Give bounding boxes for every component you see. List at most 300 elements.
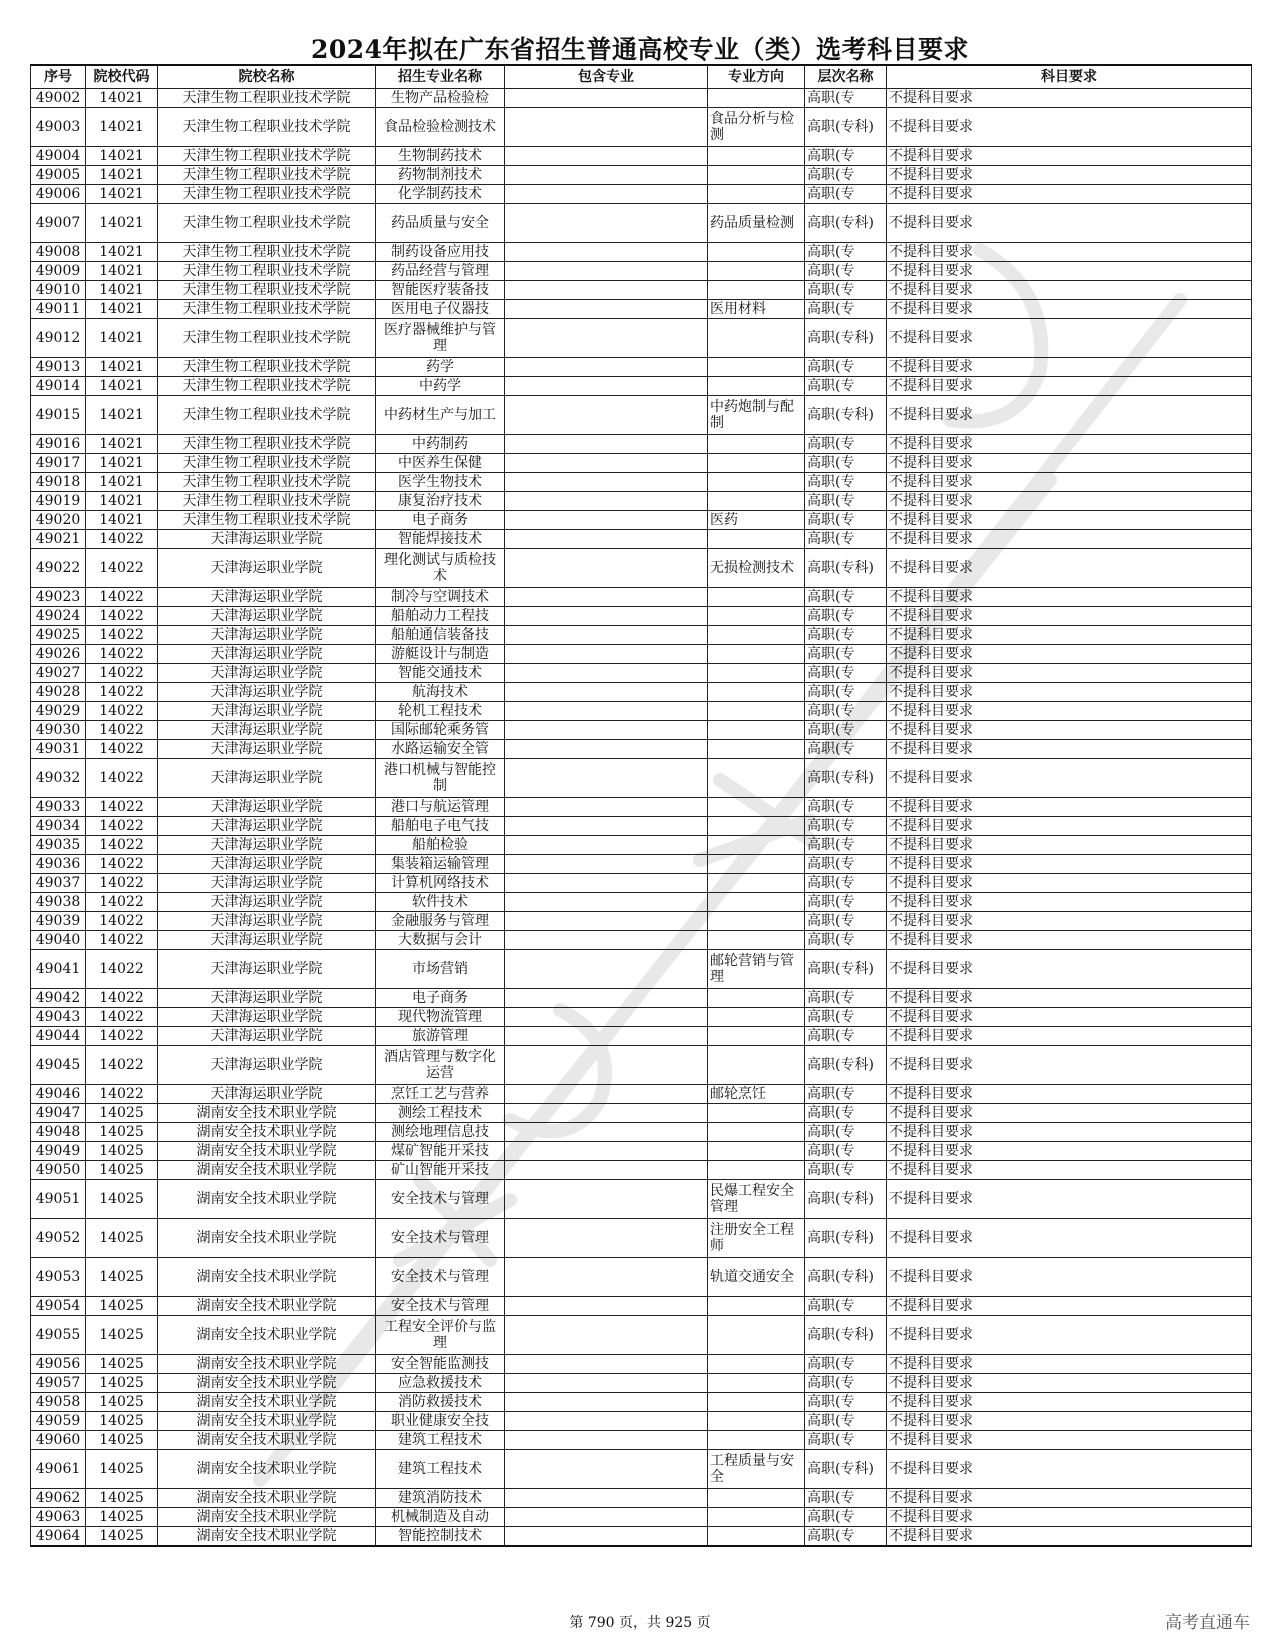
cell-included-majors	[505, 185, 708, 204]
cell-seq: 49009	[31, 262, 86, 281]
cell-subject-req: 不提科目要求	[887, 626, 1252, 645]
cell-major-direction	[708, 931, 805, 950]
cell-seq: 49041	[31, 950, 86, 989]
cell-school-code: 14025	[86, 1104, 158, 1123]
cell-major-direction	[708, 1123, 805, 1142]
table-row	[31, 626, 1252, 645]
cell-school-code: 14021	[86, 204, 158, 243]
col-header-subject-req: 科目要求	[887, 65, 1252, 89]
cell-seq: 49021	[31, 530, 86, 549]
cell-subject-req: 不提科目要求	[887, 588, 1252, 607]
cell-major-name: 计算机网络技术	[376, 874, 505, 893]
cell-major-direction	[708, 243, 805, 262]
cell-included-majors	[505, 683, 708, 702]
cell-subject-req: 不提科目要求	[887, 893, 1252, 912]
cell-major-direction	[708, 530, 805, 549]
cell-school-name: 湖南安全技术职业学院	[158, 1508, 376, 1527]
cell-subject-req: 不提科目要求	[887, 798, 1252, 817]
cell-level: 高职(专	[805, 588, 887, 607]
cell-school-name: 天津生物工程职业技术学院	[158, 147, 376, 166]
cell-level: 高职(专	[805, 243, 887, 262]
table-row	[31, 759, 1252, 798]
cell-school-code: 14021	[86, 454, 158, 473]
cell-included-majors	[505, 989, 708, 1008]
cell-subject-req: 不提科目要求	[887, 166, 1252, 185]
table-row	[31, 1508, 1252, 1527]
cell-level: 高职(专	[805, 1374, 887, 1393]
cell-major-direction	[708, 1527, 805, 1547]
cell-major-name: 工程安全评价与监理	[376, 1316, 505, 1355]
cell-subject-req: 不提科目要求	[887, 492, 1252, 511]
cell-seq: 49008	[31, 243, 86, 262]
cell-level: 高职(专	[805, 836, 887, 855]
cell-level: 高职(专	[805, 893, 887, 912]
cell-school-name: 天津生物工程职业技术学院	[158, 435, 376, 454]
cell-major-name: 中药制药	[376, 435, 505, 454]
cell-school-name: 天津海运职业学院	[158, 664, 376, 683]
cell-included-majors	[505, 1489, 708, 1508]
cell-major-name: 智能焊接技术	[376, 530, 505, 549]
cell-included-majors	[505, 1123, 708, 1142]
cell-school-code: 14022	[86, 759, 158, 798]
cell-included-majors	[505, 243, 708, 262]
cell-level: 高职(专科)	[805, 108, 887, 147]
cell-major-name: 智能控制技术	[376, 1527, 505, 1547]
cell-subject-req: 不提科目要求	[887, 1104, 1252, 1123]
cell-included-majors	[505, 912, 708, 931]
cell-school-code: 14025	[86, 1508, 158, 1527]
cell-major-direction	[708, 855, 805, 874]
cell-subject-req: 不提科目要求	[887, 454, 1252, 473]
cell-major-name: 大数据与会计	[376, 931, 505, 950]
cell-major-name: 药品质量与安全	[376, 204, 505, 243]
cell-subject-req: 不提科目要求	[887, 950, 1252, 989]
table-row	[31, 817, 1252, 836]
cell-school-code: 14021	[86, 377, 158, 396]
cell-subject-req: 不提科目要求	[887, 1219, 1252, 1258]
cell-major-name: 船舶通信装备技	[376, 626, 505, 645]
col-header-major-name: 招生专业名称	[376, 65, 505, 89]
cell-school-code: 14025	[86, 1180, 158, 1219]
cell-major-name: 港口与航运管理	[376, 798, 505, 817]
cell-school-code: 14025	[86, 1161, 158, 1180]
cell-school-name: 天津海运职业学院	[158, 950, 376, 989]
cell-included-majors	[505, 1374, 708, 1393]
cell-included-majors	[505, 1258, 708, 1297]
table-row	[31, 396, 1252, 435]
cell-school-code: 14021	[86, 166, 158, 185]
cell-subject-req: 不提科目要求	[887, 1142, 1252, 1161]
cell-major-name: 电子商务	[376, 511, 505, 530]
cell-major-name: 建筑工程技术	[376, 1450, 505, 1489]
table-row	[31, 549, 1252, 588]
cell-school-name: 湖南安全技术职业学院	[158, 1431, 376, 1450]
cell-school-code: 14022	[86, 1046, 158, 1085]
cell-level: 高职(专	[805, 511, 887, 530]
table-row	[31, 1412, 1252, 1431]
cell-school-code: 14021	[86, 435, 158, 454]
cell-school-name: 天津海运职业学院	[158, 855, 376, 874]
cell-school-name: 天津海运职业学院	[158, 1046, 376, 1085]
cell-major-name: 药学	[376, 358, 505, 377]
cell-major-direction	[708, 492, 805, 511]
cell-school-code: 14021	[86, 89, 158, 108]
cell-school-code: 14022	[86, 588, 158, 607]
page-title: 2024年拟在广东省招生普通高校专业（类）选考科目要求	[310, 35, 970, 64]
cell-school-name: 天津生物工程职业技术学院	[158, 185, 376, 204]
cell-major-direction	[708, 759, 805, 798]
table-row	[31, 989, 1252, 1008]
cell-level: 高职(专	[805, 377, 887, 396]
cell-major-direction	[708, 1046, 805, 1085]
cell-major-name: 旅游管理	[376, 1027, 505, 1046]
cell-seq: 49031	[31, 740, 86, 759]
cell-included-majors	[505, 1008, 708, 1027]
table-row	[31, 108, 1252, 147]
cell-school-name: 天津海运职业学院	[158, 588, 376, 607]
cell-level: 高职(专	[805, 1142, 887, 1161]
cell-major-name: 中药材生产与加工	[376, 396, 505, 435]
cell-school-code: 14022	[86, 530, 158, 549]
cell-subject-req: 不提科目要求	[887, 1297, 1252, 1316]
cell-major-direction	[708, 435, 805, 454]
cell-subject-req: 不提科目要求	[887, 300, 1252, 319]
cell-seq: 49037	[31, 874, 86, 893]
cell-major-direction: 邮轮烹饪	[708, 1085, 805, 1104]
cell-seq: 49057	[31, 1374, 86, 1393]
cell-major-name: 中药学	[376, 377, 505, 396]
cell-school-name: 湖南安全技术职业学院	[158, 1297, 376, 1316]
cell-major-name: 医疗器械维护与管理	[376, 319, 505, 358]
cell-major-direction: 医药	[708, 511, 805, 530]
cell-subject-req: 不提科目要求	[887, 243, 1252, 262]
cell-level: 高职(专	[805, 492, 887, 511]
table-row	[31, 166, 1252, 185]
cell-major-direction	[708, 989, 805, 1008]
cell-major-direction: 医用材料	[708, 300, 805, 319]
cell-school-code: 14021	[86, 319, 158, 358]
cell-subject-req: 不提科目要求	[887, 185, 1252, 204]
table-row	[31, 1297, 1252, 1316]
table-row	[31, 740, 1252, 759]
cell-subject-req: 不提科目要求	[887, 1123, 1252, 1142]
cell-level: 高职(专	[805, 874, 887, 893]
cell-level: 高职(专	[805, 1412, 887, 1431]
cell-subject-req: 不提科目要求	[887, 836, 1252, 855]
cell-level: 高职(专	[805, 1123, 887, 1142]
cell-level: 高职(专科)	[805, 549, 887, 588]
cell-subject-req: 不提科目要求	[887, 281, 1252, 300]
cell-major-direction: 药品质量检测	[708, 204, 805, 243]
table-row	[31, 1431, 1252, 1450]
cell-included-majors	[505, 855, 708, 874]
cell-seq: 49032	[31, 759, 86, 798]
cell-seq: 49010	[31, 281, 86, 300]
cell-level: 高职(专科)	[805, 1180, 887, 1219]
cell-subject-req: 不提科目要求	[887, 1450, 1252, 1489]
cell-included-majors	[505, 358, 708, 377]
cell-major-direction	[708, 166, 805, 185]
cell-included-majors	[505, 1450, 708, 1489]
cell-seq: 49027	[31, 664, 86, 683]
cell-subject-req: 不提科目要求	[887, 319, 1252, 358]
cell-major-direction	[708, 1374, 805, 1393]
cell-school-name: 天津海运职业学院	[158, 626, 376, 645]
cell-seq: 49044	[31, 1027, 86, 1046]
table-row	[31, 950, 1252, 989]
table-row	[31, 931, 1252, 950]
cell-school-name: 湖南安全技术职业学院	[158, 1180, 376, 1219]
cell-major-name: 机械制造及自动	[376, 1508, 505, 1527]
cell-included-majors	[505, 607, 708, 626]
cell-subject-req: 不提科目要求	[887, 607, 1252, 626]
table-row	[31, 664, 1252, 683]
cell-school-code: 14022	[86, 702, 158, 721]
cell-major-direction	[708, 147, 805, 166]
cell-seq: 49034	[31, 817, 86, 836]
cell-school-code: 14022	[86, 549, 158, 588]
table-row	[31, 1316, 1252, 1355]
cell-level: 高职(专	[805, 1508, 887, 1527]
cell-level: 高职(专	[805, 281, 887, 300]
cell-subject-req: 不提科目要求	[887, 108, 1252, 147]
cell-school-name: 天津生物工程职业技术学院	[158, 243, 376, 262]
cell-major-direction	[708, 1431, 805, 1450]
cell-major-name: 安全技术与管理	[376, 1219, 505, 1258]
cell-school-code: 14022	[86, 1027, 158, 1046]
cell-level: 高职(专科)	[805, 1046, 887, 1085]
cell-seq: 49061	[31, 1450, 86, 1489]
cell-included-majors	[505, 473, 708, 492]
cell-seq: 49022	[31, 549, 86, 588]
cell-included-majors	[505, 893, 708, 912]
col-header-school-code: 院校代码	[86, 65, 158, 89]
cell-major-direction	[708, 185, 805, 204]
table-row	[31, 874, 1252, 893]
cell-included-majors	[505, 588, 708, 607]
cell-subject-req: 不提科目要求	[887, 1508, 1252, 1527]
cell-seq: 49030	[31, 721, 86, 740]
cell-school-name: 天津海运职业学院	[158, 549, 376, 588]
cell-major-direction	[708, 1104, 805, 1123]
cell-school-name: 天津海运职业学院	[158, 1027, 376, 1046]
cell-seq: 49002	[31, 89, 86, 108]
table-row	[31, 377, 1252, 396]
cell-school-code: 14022	[86, 855, 158, 874]
cell-major-direction	[708, 836, 805, 855]
cell-school-name: 天津生物工程职业技术学院	[158, 166, 376, 185]
cell-school-code: 14025	[86, 1297, 158, 1316]
cell-seq: 49014	[31, 377, 86, 396]
cell-school-name: 天津生物工程职业技术学院	[158, 108, 376, 147]
cell-level: 高职(专	[805, 721, 887, 740]
table-row	[31, 912, 1252, 931]
cell-school-code: 14022	[86, 912, 158, 931]
cell-seq: 49007	[31, 204, 86, 243]
cell-major-direction: 无损检测技术	[708, 549, 805, 588]
cell-school-code: 14021	[86, 473, 158, 492]
cell-school-code: 14025	[86, 1258, 158, 1297]
cell-major-name: 药物制剂技术	[376, 166, 505, 185]
table-row	[31, 1046, 1252, 1085]
cell-level: 高职(专	[805, 626, 887, 645]
cell-subject-req: 不提科目要求	[887, 989, 1252, 1008]
cell-subject-req: 不提科目要求	[887, 1046, 1252, 1085]
cell-major-direction	[708, 664, 805, 683]
cell-subject-req: 不提科目要求	[887, 147, 1252, 166]
cell-level: 高职(专	[805, 358, 887, 377]
cell-level: 高职(专	[805, 262, 887, 281]
cell-level: 高职(专	[805, 817, 887, 836]
table-row	[31, 588, 1252, 607]
cell-school-code: 14022	[86, 893, 158, 912]
cell-level: 高职(专科)	[805, 204, 887, 243]
cell-included-majors	[505, 950, 708, 989]
cell-included-majors	[505, 166, 708, 185]
cell-subject-req: 不提科目要求	[887, 396, 1252, 435]
cell-school-name: 湖南安全技术职业学院	[158, 1142, 376, 1161]
cell-major-direction	[708, 1508, 805, 1527]
cell-major-name: 金融服务与管理	[376, 912, 505, 931]
cell-seq: 49011	[31, 300, 86, 319]
cell-school-code: 14022	[86, 1085, 158, 1104]
cell-level: 高职(专	[805, 702, 887, 721]
cell-major-direction	[708, 1008, 805, 1027]
cell-school-code: 14022	[86, 1008, 158, 1027]
cell-level: 高职(专	[805, 147, 887, 166]
cell-school-code: 14025	[86, 1355, 158, 1374]
cell-major-name: 现代物流管理	[376, 1008, 505, 1027]
cell-school-code: 14021	[86, 185, 158, 204]
cell-included-majors	[505, 721, 708, 740]
cell-major-direction	[708, 1142, 805, 1161]
cell-seq: 49016	[31, 435, 86, 454]
cell-included-majors	[505, 454, 708, 473]
table-row	[31, 473, 1252, 492]
cell-included-majors	[505, 262, 708, 281]
cell-school-name: 天津生物工程职业技术学院	[158, 89, 376, 108]
cell-included-majors	[505, 1219, 708, 1258]
table-row	[31, 702, 1252, 721]
cell-major-name: 职业健康安全技	[376, 1412, 505, 1431]
col-header-level: 层次名称	[805, 65, 887, 89]
cell-major-name: 安全技术与管理	[376, 1297, 505, 1316]
cell-included-majors	[505, 1085, 708, 1104]
cell-subject-req: 不提科目要求	[887, 855, 1252, 874]
cell-school-name: 天津海运职业学院	[158, 874, 376, 893]
cell-major-name: 制药设备应用技	[376, 243, 505, 262]
table-row	[31, 683, 1252, 702]
cell-level: 高职(专	[805, 1489, 887, 1508]
cell-seq: 49047	[31, 1104, 86, 1123]
cell-major-name: 医学生物技术	[376, 473, 505, 492]
cell-school-code: 14021	[86, 511, 158, 530]
cell-major-direction: 邮轮营销与管理	[708, 950, 805, 989]
cell-included-majors	[505, 147, 708, 166]
cell-seq: 49051	[31, 1180, 86, 1219]
cell-major-direction	[708, 798, 805, 817]
cell-level: 高职(专	[805, 912, 887, 931]
cell-seq: 49045	[31, 1046, 86, 1085]
cell-major-direction	[708, 1161, 805, 1180]
cell-included-majors	[505, 1161, 708, 1180]
table-row	[31, 435, 1252, 454]
cell-major-name: 港口机械与智能控制	[376, 759, 505, 798]
cell-major-name: 船舶检验	[376, 836, 505, 855]
cell-major-direction	[708, 912, 805, 931]
cell-major-direction: 注册安全工程师	[708, 1219, 805, 1258]
cell-subject-req: 不提科目要求	[887, 358, 1252, 377]
cell-seq: 49064	[31, 1527, 86, 1547]
table-row	[31, 1142, 1252, 1161]
cell-level: 高职(专	[805, 1355, 887, 1374]
cell-major-direction	[708, 740, 805, 759]
cell-seq: 49042	[31, 989, 86, 1008]
cell-included-majors	[505, 549, 708, 588]
cell-school-name: 湖南安全技术职业学院	[158, 1489, 376, 1508]
cell-seq: 49028	[31, 683, 86, 702]
cell-subject-req: 不提科目要求	[887, 530, 1252, 549]
cell-level: 高职(专	[805, 473, 887, 492]
cell-school-name: 天津海运职业学院	[158, 931, 376, 950]
table-row	[31, 1027, 1252, 1046]
cell-seq: 49046	[31, 1085, 86, 1104]
cell-school-code: 14022	[86, 874, 158, 893]
cell-included-majors	[505, 1527, 708, 1547]
cell-seq: 49063	[31, 1508, 86, 1527]
cell-school-name: 湖南安全技术职业学院	[158, 1412, 376, 1431]
cell-major-name: 康复治疗技术	[376, 492, 505, 511]
cell-seq: 49004	[31, 147, 86, 166]
cell-included-majors	[505, 1316, 708, 1355]
cell-major-direction	[708, 702, 805, 721]
cell-major-direction	[708, 1316, 805, 1355]
table-row	[31, 855, 1252, 874]
table-row	[31, 893, 1252, 912]
cell-school-code: 14021	[86, 281, 158, 300]
cell-major-direction	[708, 1355, 805, 1374]
cell-subject-req: 不提科目要求	[887, 1393, 1252, 1412]
cell-major-direction: 轨道交通安全	[708, 1258, 805, 1297]
cell-seq: 49058	[31, 1393, 86, 1412]
cell-level: 高职(专	[805, 645, 887, 664]
table-body	[31, 89, 1252, 1547]
cell-seq: 49050	[31, 1161, 86, 1180]
cell-included-majors	[505, 1508, 708, 1527]
cell-school-code: 14025	[86, 1489, 158, 1508]
cell-major-name: 中医养生保健	[376, 454, 505, 473]
cell-subject-req: 不提科目要求	[887, 1355, 1252, 1374]
cell-level: 高职(专	[805, 530, 887, 549]
cell-included-majors	[505, 1393, 708, 1412]
cell-level: 高职(专	[805, 1297, 887, 1316]
cell-seq: 49019	[31, 492, 86, 511]
cell-included-majors	[505, 1046, 708, 1085]
table-row	[31, 204, 1252, 243]
cell-major-direction: 食品分析与检测	[708, 108, 805, 147]
cell-seq: 49006	[31, 185, 86, 204]
cell-school-name: 天津生物工程职业技术学院	[158, 300, 376, 319]
cell-major-name: 烹饪工艺与营养	[376, 1085, 505, 1104]
cell-subject-req: 不提科目要求	[887, 89, 1252, 108]
cell-seq: 49062	[31, 1489, 86, 1508]
cell-included-majors	[505, 89, 708, 108]
cell-school-name: 天津海运职业学院	[158, 817, 376, 836]
cell-school-name: 天津海运职业学院	[158, 683, 376, 702]
cell-major-direction	[708, 645, 805, 664]
cell-subject-req: 不提科目要求	[887, 1489, 1252, 1508]
cell-school-name: 湖南安全技术职业学院	[158, 1450, 376, 1489]
